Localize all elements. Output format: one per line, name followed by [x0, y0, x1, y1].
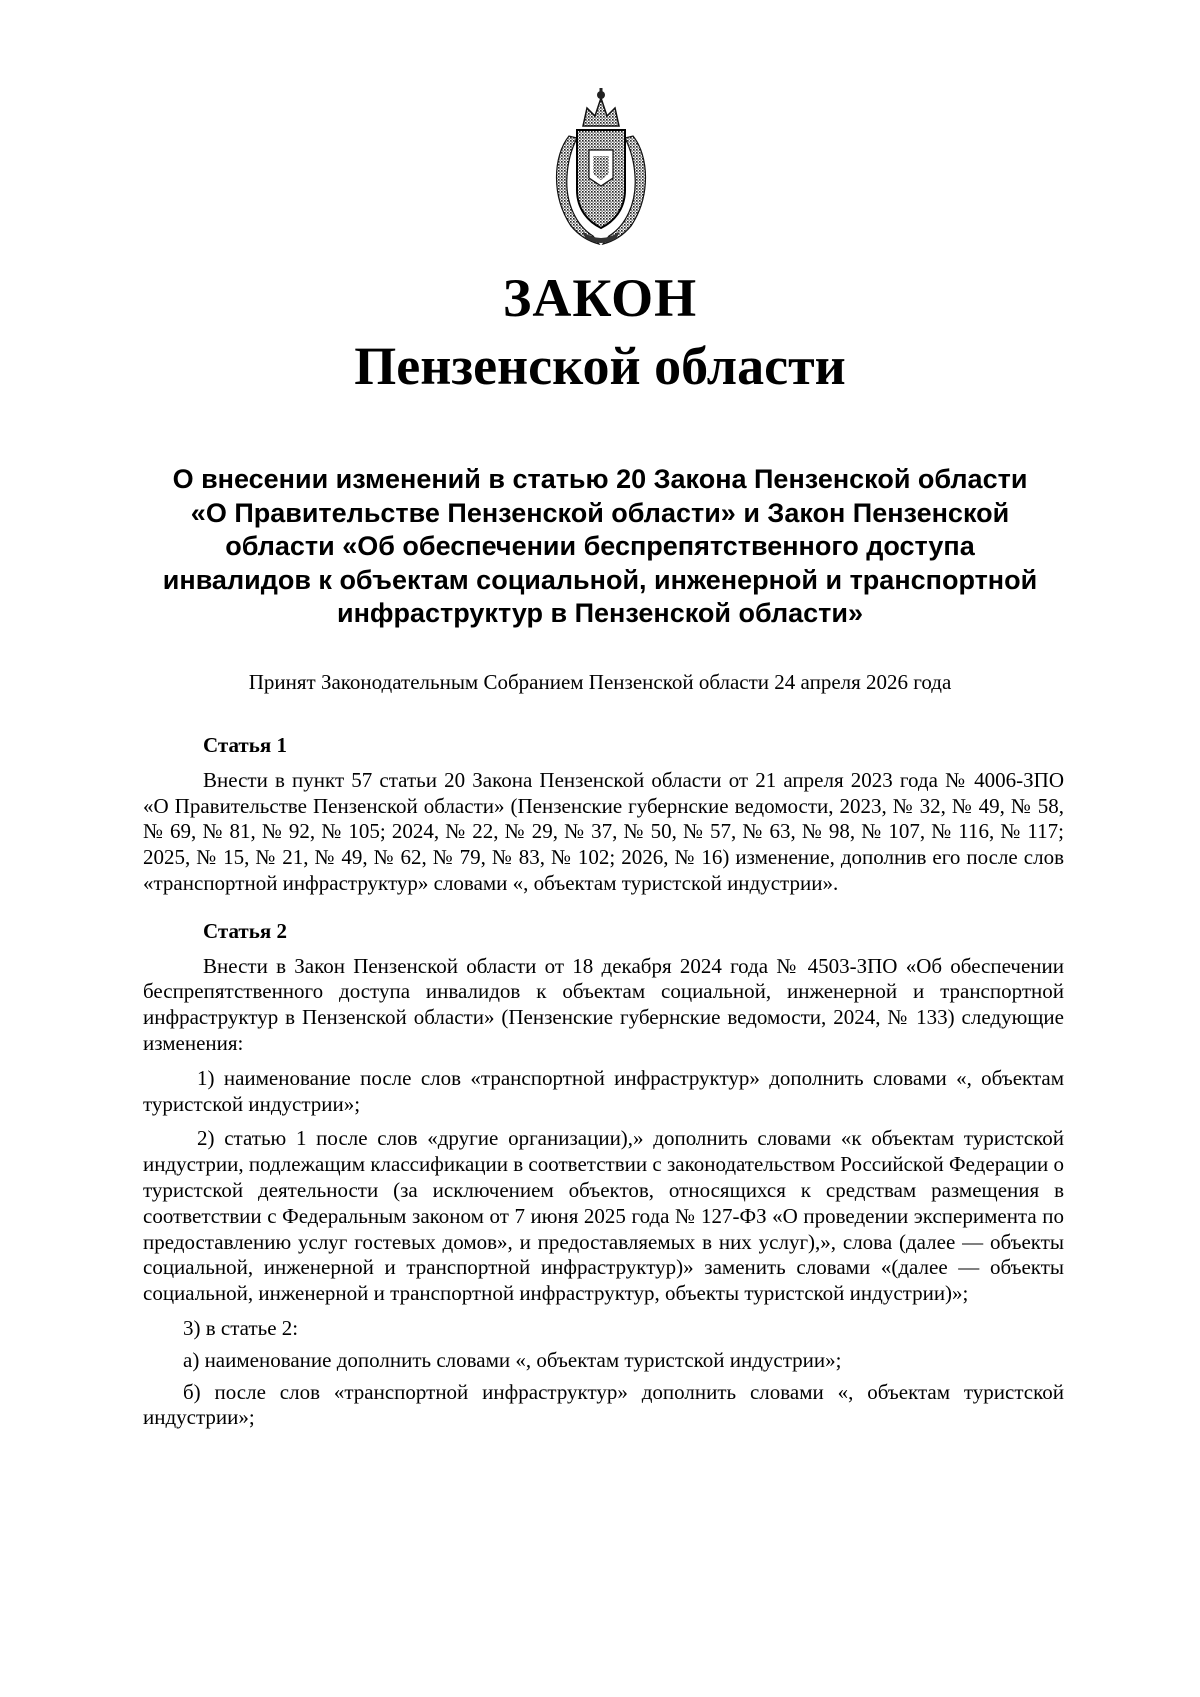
law-title	[135, 463, 1065, 631]
article-2-item-3: 3) в статье 2:	[183, 1315, 299, 1340]
region-heading: Пензенской области	[354, 336, 846, 396]
law-title-line: «О Правительстве Пензенской области» и Закон Пензенской	[190, 497, 1010, 528]
law-title-line: инфраструктур в Пензенской области»	[337, 598, 863, 628]
article-2-intro: Внести в Закон Пензенской области от 18 декабря 2024 года № 4503-ЗПО «Об обеспечении беспрепятственного доступа инвалидов к объектам социальной, инженерной и транспортной инфраструктур в Пензенской области» (Пензенские губернские ведомости, 2024, № 133) следующие изменения:	[143, 953, 1064, 1055]
article-1-heading: Статья 1	[203, 733, 287, 757]
article-2-item-3a: а) наименование дополнить словами «, объектам туристской индустрии»;	[183, 1347, 842, 1372]
article-2-item-1: 1) наименование после слов «транспортной инфраструктур» дополнить словами «, объектам туристской индустрии»;	[143, 1065, 1064, 1116]
article-2-item-3b: б) после слов «транспортной инфраструктур» дополнить словами «, объектам туристской индустрии»;	[143, 1379, 1064, 1430]
law-title-line: инвалидов к объектам социальной, инженерной и транспортной	[162, 564, 1038, 595]
coat-of-arms-icon	[543, 86, 659, 246]
law-title-line: О внесении изменений в статью 20 Закона Пензенской области	[172, 464, 1028, 494]
law-title-line: области «Об обеспечении беспрепятственного доступа	[225, 531, 975, 561]
adoption-note: Принят Законодательным Собранием Пензенской области 24 апреля 2026 года	[248, 670, 952, 694]
article-2-item-2: 2) статью 1 после слов «другие организации),» дополнить словами «к объектам туристской индустрии, подлежащим классификации в соответствии с законодательством Российской Федерации о туристской деятельности (за исключением объектов, относящихся к средствам размещения в соответствии с Федеральным законом от 7 июня 2025 года № 127-ФЗ «О проведении эксперимента по предоставлению услуг гостевых домов», и предоставляемых в них услуг),», слова (далее — объекты социальной, инженерной и транспортной инфраструктур)» заменить словами «(далее — объекты социальной, инженерной и транспортной инфраструктур, объекты туристской индустрии)»;	[143, 1126, 1064, 1306]
document-type-heading: ЗАКОН	[502, 268, 698, 328]
document-body	[143, 733, 1064, 1431]
article-2-heading: Статья 2	[203, 918, 287, 943]
article-1-text: Внести в пункт 57 статьи 20 Закона Пензенской области от 21 апреля 2023 года № 4006-ЗПО «О Правительстве Пензенской области» (Пензенские губернские ведомости, 2023, № 32, № 49, № 58, № 69, № 81, № 92, № 105; 2024, № 22, № 29, № 37, № 50, № 57, № 63, № 98, № 107, № 116, № 117; 2025, № 15, № 21, № 49, № 62, № 79, № 83, № 102; 2026, № 16) изменение, дополнив его после слов «транспортной инфраструктур» словами «, объектам туристской индустрии».	[143, 767, 1064, 895]
